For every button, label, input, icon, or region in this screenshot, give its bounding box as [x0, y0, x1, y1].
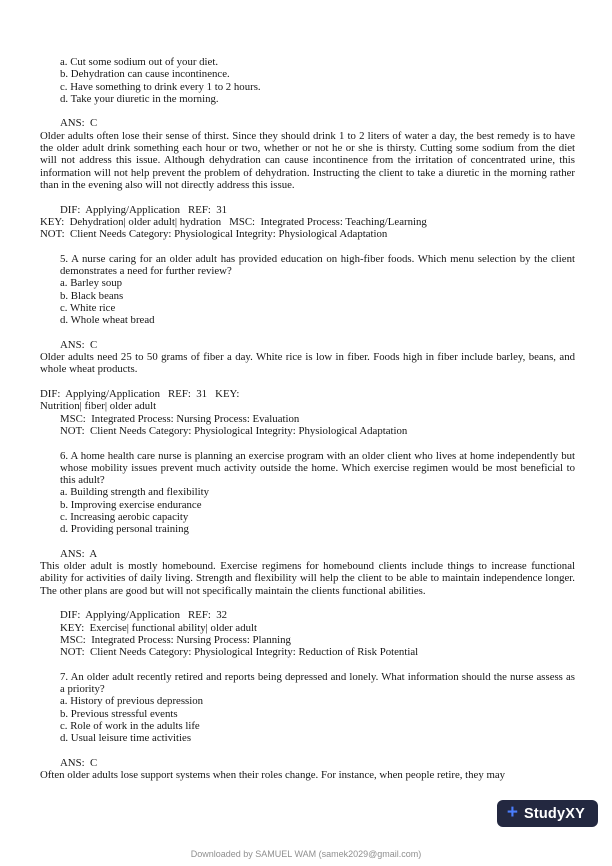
plus-icon: +: [506, 802, 518, 823]
meta-line: DIF: Applying/Application REF: 31: [60, 203, 228, 216]
explanation-paragraph: This older adult is mostly homebound. Exercise regimens for homebound clients include things to increase functional ability for activities of daily living. Strength and flexibility will help the client to be able to maintain independence longer. The other plans are good but will not specifically maintain the clients functional abilities.: [40, 560, 578, 597]
option-line: c. White rice: [60, 301, 116, 314]
spacer: [40, 597, 575, 609]
option-line: d. Whole wheat bread: [60, 314, 155, 327]
document-body: [40, 56, 578, 782]
meta-line: NOT: Client Needs Category: Physiological Integrity: Reduction of Risk Potential: [60, 646, 419, 659]
option-line: a. Building strength and flexibility: [60, 486, 210, 499]
question-stem: 6. A home health care nurse is planning an exercise program with an older client who lives at home independently but whose mobility issues prevent much activity outside the home. Which exercise regimen would be most beneficial to this adult?: [60, 449, 578, 487]
meta-line: MSC: Integrated Process: Nursing Process: Evaluation: [60, 412, 300, 425]
spacer: [40, 376, 575, 388]
option-line: c. Increasing aerobic capacity: [60, 510, 189, 523]
answer-line: ANS: C: [60, 117, 98, 130]
spacer: [40, 536, 575, 548]
answer-line: ANS: C: [60, 338, 98, 351]
explanation-paragraph: Often older adults lose support systems when their roles change. For instance, when people retire, they may: [40, 769, 506, 782]
option-line: c. Role of work in the adults life: [60, 720, 200, 733]
option-line: b. Black beans: [60, 289, 124, 302]
question-stem: 7. An older adult recently retired and reports being depressed and lonely. What information should the nurse assess as a priority?: [60, 670, 578, 696]
option-line: b. Previous stressful events: [60, 707, 178, 720]
answer-line: ANS: A: [60, 547, 98, 560]
spacer: [40, 240, 575, 252]
spacer: [40, 745, 575, 757]
meta-line: DIF: Applying/Application REF: 32: [60, 609, 228, 622]
option-line: a. Cut some sodium out of your diet.: [60, 56, 219, 68]
option-line: c. Have something to drink every 1 to 2 hours.: [60, 80, 261, 93]
spacer: [40, 105, 575, 117]
option-line: d. Take your diuretic in the morning.: [60, 92, 219, 105]
spacer: [40, 191, 575, 203]
meta-line: KEY: Dehydration| older adult| hydration MSC: Integrated Process: Teaching/Learning: [40, 215, 427, 228]
option-line: a. History of previous depression: [60, 695, 204, 708]
option-line: d. Providing personal training: [60, 523, 189, 536]
footer-text: Downloaded by SAMUEL WAM (samek2029@gmail.com): [190, 849, 422, 859]
brand-name: StudyXY: [523, 805, 585, 822]
answer-line: ANS: C: [60, 756, 98, 769]
meta-line: MSC: Integrated Process: Nursing Process: Planning: [60, 633, 291, 646]
option-line: b. Dehydration can cause incontinence.: [60, 68, 230, 81]
option-line: b. Improving exercise endurance: [60, 498, 202, 511]
meta-line: NOT: Client Needs Category: Physiological Integrity: Physiological Adaptation: [60, 424, 408, 437]
meta-line: Nutrition| fiber| older adult: [40, 400, 157, 413]
option-line: d. Usual leisure time activities: [60, 732, 192, 745]
meta-line: NOT: Client Needs Category: Physiological Integrity: Physiological Adaptation: [40, 228, 388, 241]
explanation-paragraph: Older adults often lose their sense of thirst. Since they should drink 1 to 2 liters of water a day, the best remedy is to have the older adult drink something each hour or two, whether or not he or she is thirsty. Cutting some sodium from the diet will not address this issue. Although dehydration can cause incontinence from the irritation of concentrated urine, this information will not help prevent the problem of dehydration. Instructing the client to take a diuretic in the morning rather than in the evening also will not directly address this issue.: [40, 129, 578, 191]
question-stem: 5. A nurse caring for an older adult has provided education on high-fiber foods. Which menu selection by the client demonstrates a need for further review?: [60, 252, 578, 278]
meta-line: DIF: Applying/Application REF: 31 KEY:: [40, 388, 240, 401]
option-line: a. Barley soup: [60, 277, 123, 290]
spacer: [40, 327, 575, 339]
explanation-paragraph: Older adults need 25 to 50 grams of fiber a day. White rice is low in fiber. Foods high in fiber include barley, beans, and whole wheat products.: [40, 351, 578, 376]
spacer: [40, 437, 575, 449]
spacer: [40, 659, 575, 671]
studyxy-badge[interactable]: [497, 800, 598, 827]
meta-line: KEY: Exercise| functional ability| older adult: [60, 621, 258, 634]
